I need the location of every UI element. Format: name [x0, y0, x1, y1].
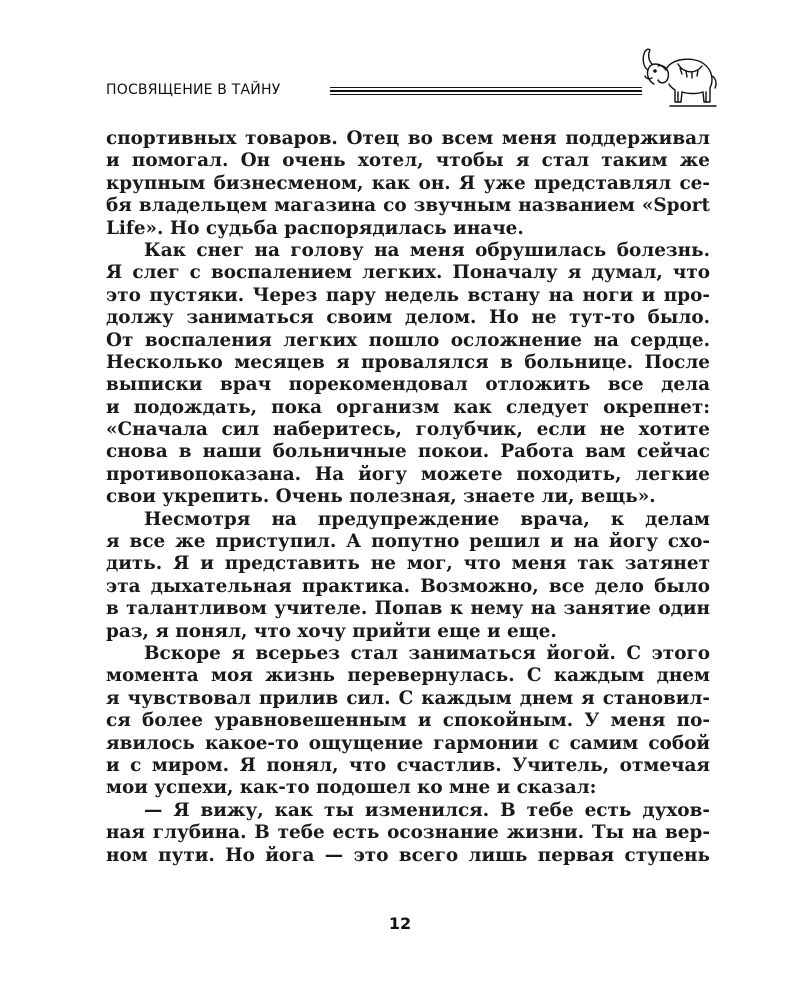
text-line: свои укрепить. Очень полезная, знаете ли, вещь».	[106, 486, 656, 508]
running-header-title: ПОСВЯЩЕНИЕ В ТАЙНУ	[106, 82, 281, 98]
text-line: ном пути. Но йога — это всего лишь первая ступень	[106, 844, 710, 866]
text-line: и с миром. Я понял, что счастлив. Учитель, отмечая	[106, 754, 710, 776]
paragraph-first-line: Вскоре я всерьез стал заниматься йогой. С этого	[144, 642, 710, 664]
text-line: мои успехи, как-то подошел ко мне и сказал:	[106, 777, 597, 799]
elephant-icon	[636, 44, 720, 112]
text-line: спортивных товаров. Отец во всем меня поддерживал	[106, 128, 710, 149]
text-line: раз, я понял, что хочу прийти еще и еще.	[106, 620, 557, 642]
text-line: крупным бизнесменом, как он. Я уже представлял се-	[106, 172, 710, 194]
text-line: Life». Но судьба распорядилась иначе.	[106, 217, 524, 239]
text-line: явилось какое-то ощущение гармонии с самим собой	[106, 732, 710, 754]
text-line: эта дыхательная практика. Возможно, все дело было	[106, 575, 710, 597]
text-line: Несколько месяцев я провалялся в больнице. После	[106, 351, 710, 373]
paragraph-first-line: Несмотря на предупреждение врача, к делам	[144, 508, 710, 530]
page-number: 12	[388, 914, 412, 933]
text-line: От воспаления легких пошло осложнение на сердце.	[106, 329, 710, 351]
text-line: я все же приступил. А попутно решил и на йогу схо-	[106, 531, 710, 553]
text-line: ная глубина. В тебе есть осознание жизни. Ты на вер-	[106, 822, 710, 844]
text-line: я чувствовал прилив сил. С каждым днем я становил-	[106, 687, 710, 709]
text-line: Я слег с воспалением легких. Поначалу я думал, что	[106, 262, 710, 284]
text-line: противопоказана. На йогу можете походить, легкие	[106, 463, 710, 485]
running-header	[106, 44, 716, 114]
text-line: снова в наши больничные покои. Работа вам сейчас	[106, 441, 710, 463]
text-line: в талантливом учителе. Попав к нему на занятие один	[106, 598, 710, 620]
text-line: бя владельцем магазина со звучным названием «Sport	[106, 195, 710, 217]
text-line: момента моя жизнь перевернулась. С каждым днем	[106, 665, 710, 687]
text-line: это пустяки. Через пару недель встану на ноги и про-	[106, 284, 710, 306]
page-body-text	[106, 128, 710, 867]
paragraph-first-line: Как снег на голову на меня обрушилась болезнь.	[144, 239, 710, 261]
header-rule	[330, 87, 642, 97]
text-line: «Сначала сил наберитесь, голубчик, если не хотите	[106, 419, 710, 441]
text-line: дить. Я и представить не мог, что меня так затянет	[106, 553, 710, 575]
paragraph-first-line: — Я вижу, как ты изменился. В тебе есть духов-	[144, 799, 710, 821]
text-line: должу заниматься своим делом. Но не тут-то было.	[106, 307, 710, 329]
text-line: выписки врач порекомендовал отложить все дела	[106, 374, 710, 396]
text-line: и подождать, пока организм как следует окрепнет:	[106, 396, 710, 418]
text-line: и помогал. Он очень хотел, чтобы я стал таким же	[106, 150, 710, 172]
text-line: ся более уравновешенным и спокойным. У меня по-	[106, 710, 710, 732]
